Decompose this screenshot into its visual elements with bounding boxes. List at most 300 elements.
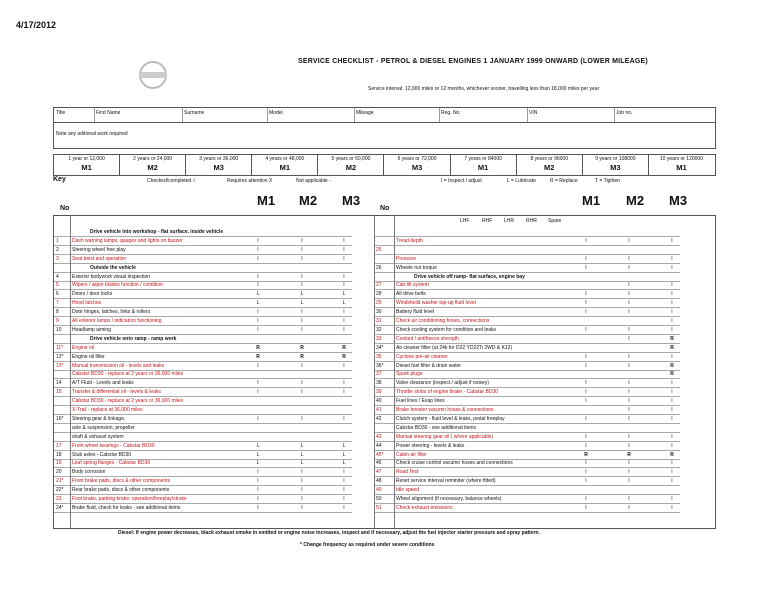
service-mark-m3[interactable]: I bbox=[671, 442, 673, 449]
section-heading: Outside the vehicle bbox=[90, 264, 136, 271]
service-mark-m3[interactable]: R bbox=[670, 371, 674, 378]
service-mark-m2[interactable]: R bbox=[627, 451, 631, 458]
service-mark-m2[interactable]: I bbox=[301, 504, 303, 511]
checklist-item-label: Fuel lines / Evap lines bbox=[396, 398, 445, 405]
right-m3-head: M3 bbox=[669, 193, 688, 208]
item-number: 39 bbox=[376, 389, 382, 396]
note-label: Note any aditional work required bbox=[56, 131, 128, 137]
item-number: 14 bbox=[56, 380, 62, 387]
service-mark-m2[interactable]: I bbox=[628, 415, 630, 422]
service-mark-m1[interactable]: I bbox=[257, 415, 259, 422]
service-mark-m1[interactable]: I bbox=[585, 389, 587, 396]
service-mark-m2[interactable]: I bbox=[628, 237, 630, 244]
service-mark-m3[interactable]: I bbox=[343, 496, 345, 502]
checklist-item-label: Cabstar BD30 - replace at 2 years or 36,000 miles bbox=[72, 371, 184, 378]
service-mark-m3[interactable]: I bbox=[671, 282, 673, 289]
service-mark-m1[interactable]: I bbox=[257, 282, 259, 289]
service-mark-m3[interactable]: I bbox=[343, 309, 345, 316]
service-mark-m1[interactable]: I bbox=[257, 246, 259, 253]
additional-work-box[interactable] bbox=[53, 122, 716, 149]
service-mark-m2[interactable]: I bbox=[628, 442, 630, 449]
service-mark-m1[interactable]: R bbox=[256, 353, 260, 360]
service-mark-m2[interactable]: L bbox=[300, 291, 304, 298]
column-divider bbox=[394, 216, 395, 528]
service-mark-m3[interactable]: R bbox=[670, 451, 674, 458]
row-divider bbox=[374, 245, 680, 246]
service-mark-m2[interactable]: I bbox=[301, 469, 303, 476]
item-number: 36* bbox=[376, 362, 384, 369]
service-mark-m3[interactable]: I bbox=[343, 282, 345, 289]
service-mark-m2[interactable]: I bbox=[628, 398, 630, 405]
item-number: 51 bbox=[376, 504, 382, 511]
header-field-vin[interactable]: VIN bbox=[529, 110, 538, 116]
service-mark-m1[interactable]: L bbox=[256, 451, 260, 458]
service-mark-m1[interactable]: R bbox=[584, 451, 588, 458]
item-number: 4 bbox=[56, 273, 59, 280]
item-number: 37 bbox=[376, 371, 382, 378]
header-divider bbox=[267, 108, 268, 122]
service-mark-m2[interactable]: I bbox=[628, 362, 630, 369]
checklist-item-label: Hood latches bbox=[72, 300, 102, 307]
interval-service-code: M3 bbox=[213, 163, 224, 172]
diesel-footer: Diesel: If engine power decreases, black exhaust smoke in emitted or engine noise increases, inspect and if necessary, adjust the fuel injector starter pressure and spray pattern. bbox=[118, 530, 541, 536]
service-mark-m3[interactable]: I bbox=[671, 398, 673, 405]
header-divider bbox=[439, 108, 440, 122]
header-field-job-no[interactable]: Job no. bbox=[616, 110, 633, 116]
interval-cell bbox=[385, 155, 451, 175]
checklist-item-label: Dash warning lamps, gauges and lights on buzzer bbox=[72, 237, 183, 244]
service-mark-m2[interactable]: I bbox=[301, 282, 303, 289]
service-mark-m2[interactable]: I bbox=[628, 353, 630, 360]
interval-period: 2 years or 24,000 bbox=[133, 156, 173, 162]
service-mark-m2[interactable]: I bbox=[301, 237, 303, 244]
checklist-item-label: Check cooling system for condition and leaks bbox=[396, 326, 497, 333]
item-number: 21* bbox=[56, 478, 64, 485]
interval-cell bbox=[318, 155, 384, 175]
service-mark-m3[interactable]: I bbox=[343, 362, 345, 369]
header-divider bbox=[354, 108, 355, 122]
item-number: 35 bbox=[376, 353, 382, 360]
checklist-item-label: Steering gear & linkage, bbox=[72, 415, 126, 422]
service-mark-m1[interactable]: L bbox=[256, 460, 260, 467]
service-mark-m2[interactable]: I bbox=[628, 255, 630, 262]
item-number: 24* bbox=[56, 504, 64, 511]
service-mark-m1[interactable]: I bbox=[585, 433, 587, 440]
service-mark-m1[interactable]: I bbox=[585, 309, 587, 316]
service-mark-m3[interactable]: I bbox=[343, 469, 345, 476]
page-title: SERVICE CHECKLIST - PETROL & DIESEL ENGINES 1 JANUARY 1999 ONWARD (LOWER MILEAGE) bbox=[298, 58, 648, 65]
service-mark-m1[interactable]: I bbox=[257, 273, 259, 280]
header-field-mileage[interactable]: Mileage bbox=[356, 110, 374, 116]
interval-period: 10 years or 120000 bbox=[659, 156, 703, 162]
item-number: 40 bbox=[376, 398, 382, 405]
service-mark-m1[interactable]: I bbox=[585, 255, 587, 262]
interval-cell bbox=[54, 155, 120, 175]
key-attention: Requires attention X bbox=[227, 178, 273, 184]
service-mark-m2[interactable]: I bbox=[301, 496, 303, 502]
service-mark-m3[interactable]: I bbox=[671, 309, 673, 316]
service-mark-m2[interactable]: I bbox=[628, 460, 630, 467]
service-mark-m3[interactable]: I bbox=[671, 407, 673, 413]
service-mark-m1[interactable]: I bbox=[257, 362, 259, 369]
interval-cell bbox=[451, 155, 517, 175]
item-number: 48 bbox=[376, 478, 382, 485]
interval-cell bbox=[252, 155, 318, 175]
checklist-item-label: Engine oil bbox=[72, 344, 94, 351]
service-mark-m3[interactable]: R bbox=[670, 335, 674, 342]
service-mark-m1[interactable]: I bbox=[585, 442, 587, 449]
service-mark-m1[interactable]: I bbox=[585, 300, 587, 307]
checklist-item-label: Cyclone pre-air cleaner bbox=[396, 353, 448, 360]
interval-period: 3 years or 36,000 bbox=[199, 156, 239, 162]
interval-service-code: M2 bbox=[345, 163, 357, 172]
service-mark-m3[interactable]: I bbox=[343, 380, 345, 387]
service-mark-m3[interactable]: L bbox=[342, 451, 346, 458]
service-mark-m3[interactable]: I bbox=[671, 264, 673, 271]
interval-period: 9 years or 108000 bbox=[595, 156, 636, 162]
service-mark-m1[interactable]: I bbox=[257, 478, 259, 485]
service-mark-m2[interactable]: I bbox=[301, 487, 303, 494]
service-mark-m2[interactable]: I bbox=[628, 300, 630, 307]
checklist-item-label: Throttle stobs of engine brake - Cabstar BD30 bbox=[396, 389, 498, 396]
service-mark-m3[interactable]: I bbox=[671, 318, 673, 324]
service-mark-m1[interactable]: I bbox=[585, 415, 587, 422]
item-number: 46 bbox=[376, 460, 382, 467]
interval-service-code: M1 bbox=[81, 163, 92, 172]
item-number: 13* bbox=[56, 362, 64, 369]
service-mark-m3[interactable]: I bbox=[671, 380, 673, 387]
header-field-reg-no[interactable]: Reg. No. bbox=[441, 110, 461, 116]
service-mark-m3[interactable]: I bbox=[671, 478, 673, 485]
checklist-item-label: Coolant / antifreeze strength bbox=[396, 335, 459, 342]
service-mark-m3[interactable]: R bbox=[670, 344, 674, 351]
service-mark-m2[interactable]: L bbox=[300, 460, 304, 467]
checklist-item-label: Manual steering gear oil ( where applicable) bbox=[396, 433, 493, 440]
service-mark-m1[interactable]: I bbox=[257, 487, 259, 494]
item-number: 18 bbox=[56, 451, 62, 458]
checklist-item-label: Steering wheel free play bbox=[72, 246, 126, 253]
item-number: 32 bbox=[376, 326, 382, 333]
checklist-item-label: Clutch system - fluid level & leaks, pedal freeplay bbox=[396, 415, 505, 422]
checklist-item-label: Wheele nut torque bbox=[396, 264, 437, 271]
service-mark-m1[interactable]: I bbox=[257, 255, 259, 262]
service-mark-m2[interactable]: I bbox=[301, 380, 303, 387]
service-mark-m2[interactable]: I bbox=[628, 309, 630, 316]
item-number: 44 bbox=[376, 442, 382, 449]
service-mark-m3[interactable]: I bbox=[343, 415, 345, 422]
service-mark-m1[interactable]: I bbox=[257, 496, 259, 502]
section-heading: Drive vehicle onto ramp - ramp work bbox=[90, 335, 177, 342]
key-tighten: T = Tighten bbox=[595, 178, 621, 184]
service-mark-m1[interactable]: I bbox=[585, 326, 587, 333]
service-mark-m3[interactable]: I bbox=[343, 318, 345, 324]
checklist-item-label: Wheel alignment (if necessary, balance wheels) bbox=[396, 496, 502, 502]
service-mark-m3[interactable]: I bbox=[671, 353, 673, 360]
service-mark-m2[interactable]: I bbox=[628, 282, 630, 289]
service-mark-m1[interactable]: I bbox=[585, 353, 587, 360]
checklist-item-label: Battery fluid level bbox=[396, 309, 435, 316]
header-field-model[interactable]: Model bbox=[269, 110, 283, 116]
service-mark-m3[interactable]: I bbox=[671, 496, 673, 502]
service-mark-m1[interactable]: I bbox=[257, 309, 259, 316]
header-field-title[interactable]: Title bbox=[56, 110, 66, 116]
checklist-item-label: Brake fluid, check for leaks - see additional items bbox=[72, 504, 181, 511]
service-mark-m3[interactable]: I bbox=[671, 433, 673, 440]
service-mark-m2[interactable]: I bbox=[628, 496, 630, 502]
item-number: 41 bbox=[376, 407, 382, 413]
service-mark-m1[interactable]: I bbox=[585, 478, 587, 485]
checklist-item-label: X-Trail - replace at 36,000 miles bbox=[72, 407, 143, 413]
service-mark-m1[interactable]: I bbox=[257, 237, 259, 244]
service-mark-m3[interactable]: I bbox=[671, 389, 673, 396]
service-mark-m2[interactable]: I bbox=[628, 264, 630, 271]
key-checked: Checked/completed √ bbox=[147, 178, 196, 184]
checklist-item-label: Cabstar BD30 - see additional items bbox=[396, 424, 477, 431]
checklist-item-label: Rear brake pads, discs & other components bbox=[72, 487, 170, 494]
service-mark-m1[interactable]: I bbox=[585, 264, 587, 271]
checklist-item-label: Manual transmission oil - levels and leaks bbox=[72, 362, 165, 369]
service-mark-m3[interactable]: I bbox=[343, 478, 345, 485]
checklist-item-label: Front wheel bearings - Cabstar BD30 bbox=[72, 442, 155, 449]
service-mark-m1[interactable]: I bbox=[257, 504, 259, 511]
service-mark-m3[interactable]: L bbox=[342, 291, 346, 298]
checklist-item-label: Cab tilt system bbox=[396, 282, 429, 289]
item-number: 5 bbox=[56, 282, 59, 289]
service-mark-m1[interactable]: I bbox=[257, 389, 259, 396]
interval-service-code: M1 bbox=[279, 163, 291, 172]
service-mark-m2[interactable]: I bbox=[628, 326, 630, 333]
service-mark-m1[interactable]: I bbox=[585, 496, 587, 502]
item-number: 22* bbox=[56, 487, 64, 494]
item-number: 2 bbox=[56, 246, 59, 253]
item-number: 43 bbox=[376, 433, 382, 440]
service-mark-m2[interactable]: L bbox=[300, 442, 304, 449]
checklist-item-label: Valve clearance (inspect / adjust if noisey) bbox=[396, 380, 490, 387]
item-number: 30 bbox=[376, 309, 382, 316]
checklist-item-label: Diesel fuel filter & drain water bbox=[396, 362, 462, 369]
tyre-head-rhf: RHF bbox=[482, 218, 493, 224]
key-inspect: I = Inspect / adjust bbox=[441, 178, 482, 184]
section-heading: Drive vehicle into workshop - flat surface, inside vehicle bbox=[90, 229, 224, 235]
checklist-item-label: Idle speed bbox=[396, 487, 420, 494]
service-mark-m2[interactable]: I bbox=[628, 380, 630, 387]
service-mark-m3[interactable]: I bbox=[671, 237, 673, 244]
header-divider bbox=[94, 108, 95, 122]
service-mark-m3[interactable]: I bbox=[343, 487, 345, 494]
service-mark-m1[interactable]: R bbox=[256, 344, 260, 351]
service-mark-m3[interactable]: I bbox=[671, 326, 673, 333]
service-mark-m1[interactable]: I bbox=[257, 326, 259, 333]
left-no-head: No bbox=[60, 205, 70, 212]
left-m2-head: M2 bbox=[299, 193, 318, 208]
service-mark-m1[interactable]: I bbox=[585, 362, 587, 369]
service-mark-m1[interactable]: I bbox=[585, 469, 587, 476]
right-m2-head: M2 bbox=[626, 193, 645, 208]
checklist-item-label: Door hinges, latches, links & rollers bbox=[72, 309, 151, 316]
interval-cell bbox=[649, 155, 714, 175]
service-mark-m3[interactable]: I bbox=[671, 504, 673, 511]
service-mark-m2[interactable]: I bbox=[301, 246, 303, 253]
service-mark-m2[interactable]: I bbox=[628, 478, 630, 485]
header-divider bbox=[527, 108, 528, 122]
checklist-item-label: Engine oil filter bbox=[72, 353, 105, 360]
item-number: 10 bbox=[56, 326, 62, 333]
column-divider bbox=[374, 216, 375, 528]
service-mark-m3[interactable]: R bbox=[670, 362, 674, 369]
row-divider bbox=[374, 512, 680, 513]
service-mark-m3[interactable]: I bbox=[671, 469, 673, 476]
checklist-item-label: Check exhaust emissions bbox=[396, 504, 453, 511]
checklist-item-label: Body corrosion bbox=[72, 469, 106, 476]
checklist-item-label: Pressure bbox=[396, 255, 417, 262]
interval-period: 4 years or 48,000 bbox=[265, 156, 305, 162]
item-number: 9 bbox=[56, 318, 59, 324]
service-mark-m3[interactable]: L bbox=[342, 460, 346, 467]
item-number: 6 bbox=[56, 291, 59, 298]
service-mark-m3[interactable]: I bbox=[671, 291, 673, 298]
service-mark-m3[interactable]: L bbox=[342, 442, 346, 449]
severe-conditions-footer: * Change frequency as required under severe conditions bbox=[300, 542, 435, 548]
service-mark-m3[interactable]: I bbox=[343, 246, 345, 253]
item-number: 31 bbox=[376, 318, 382, 324]
checklist-item-label: Check cruise control vacumn hoses and connections bbox=[396, 460, 513, 467]
service-mark-m3[interactable]: I bbox=[343, 326, 345, 333]
service-mark-m2[interactable]: I bbox=[628, 407, 630, 413]
interval-cell bbox=[120, 155, 186, 175]
checklist-item-label: Leaf spring flanges - Cabstar BD30 bbox=[72, 460, 151, 467]
header-divider bbox=[614, 108, 615, 122]
service-mark-m3[interactable]: I bbox=[343, 255, 345, 262]
service-mark-m2[interactable]: R bbox=[300, 344, 304, 351]
service-mark-m3[interactable]: I bbox=[343, 273, 345, 280]
item-number: 25 bbox=[376, 246, 382, 253]
item-number: 11* bbox=[56, 344, 64, 351]
service-mark-m2[interactable]: L bbox=[300, 451, 304, 458]
checklist-item-label: Air cleaner filter (at 24k for D22 YD22Ti 2WD & K12) bbox=[396, 344, 513, 351]
item-number: 29 bbox=[376, 300, 382, 307]
header-field-first-name[interactable]: First Name bbox=[96, 110, 121, 116]
service-mark-m3[interactable]: I bbox=[671, 460, 673, 467]
checklist-grid bbox=[53, 215, 716, 529]
key-na: Not applicable - bbox=[296, 178, 331, 184]
key-replace: R = Replace bbox=[550, 178, 578, 184]
customer-header-row bbox=[53, 107, 716, 123]
service-mark-m3[interactable]: I bbox=[343, 237, 345, 244]
interval-service-code: M3 bbox=[411, 163, 423, 172]
service-mark-m2[interactable]: I bbox=[301, 273, 303, 280]
checklist-item-label: Doors / door locks bbox=[72, 291, 113, 298]
checklist-item-label: Headlamp aiming bbox=[72, 326, 111, 333]
service-mark-m3[interactable]: I bbox=[671, 300, 673, 307]
interval-period: 6 years or 72,000 bbox=[397, 156, 437, 162]
key-lubricate: L = Lubricate bbox=[507, 178, 536, 184]
tyre-head-spare: Spare bbox=[548, 218, 562, 224]
interval-service-code: M3 bbox=[610, 163, 621, 172]
service-mark-m2[interactable]: I bbox=[301, 255, 303, 262]
checklist-item-label: Cabin air filter bbox=[396, 451, 427, 458]
checklist-item-label: All exterior lamps / indicators functioning bbox=[72, 318, 162, 324]
service-mark-m2[interactable]: I bbox=[301, 478, 303, 485]
checklist-item-label: Front brake pads, discs & other components bbox=[72, 478, 171, 485]
checklist-item-label: Seat beist and operation bbox=[72, 255, 127, 262]
service-mark-m3[interactable]: I bbox=[671, 255, 673, 262]
service-mark-m1[interactable]: I bbox=[585, 291, 587, 298]
service-mark-m1[interactable]: I bbox=[257, 318, 259, 324]
interval-service-code: M1 bbox=[676, 163, 687, 172]
service-mark-m3[interactable]: I bbox=[671, 415, 673, 422]
service-mark-m1[interactable]: L bbox=[256, 442, 260, 449]
service-mark-m2[interactable]: I bbox=[628, 389, 630, 396]
service-mark-m2[interactable]: I bbox=[628, 335, 630, 342]
service-mark-m1[interactable]: L bbox=[256, 291, 260, 298]
service-interval-note: Service interval: 12,000 miles or 12 months, whichever sooner, travelling less than 18,000 miles per year bbox=[368, 86, 600, 92]
item-number: 33 bbox=[376, 335, 382, 342]
item-number: 19 bbox=[56, 460, 62, 467]
checklist-item-label: A/T Fluid - Levels and leaks bbox=[72, 380, 134, 387]
item-number: 16* bbox=[56, 415, 64, 422]
service-mark-m2[interactable]: I bbox=[301, 318, 303, 324]
service-mark-m2[interactable]: I bbox=[628, 433, 630, 440]
interval-service-code: M2 bbox=[147, 163, 158, 172]
service-mark-m1[interactable]: I bbox=[585, 460, 587, 467]
service-mark-m2[interactable]: I bbox=[301, 389, 303, 396]
checklist-item-label: Cabstar BD30 - replace at 2 years or 36,000 miles bbox=[72, 398, 184, 405]
service-mark-m2[interactable]: I bbox=[301, 362, 303, 369]
left-m1-head: M1 bbox=[257, 193, 276, 208]
checklist-item-label: Exterior bodywork visual inspection bbox=[72, 273, 151, 280]
checklist-item-label: Power steering - levels & leaks bbox=[396, 442, 465, 449]
service-mark-m1[interactable]: I bbox=[257, 469, 259, 476]
service-mark-m2[interactable]: I bbox=[628, 469, 630, 476]
service-mark-m1[interactable]: I bbox=[585, 504, 587, 511]
service-mark-m2[interactable]: I bbox=[628, 291, 630, 298]
item-number: 27 bbox=[376, 282, 382, 289]
checklist-item-label: Stub axles - Cabstar BD30 bbox=[72, 451, 132, 458]
service-mark-m2[interactable]: I bbox=[301, 326, 303, 333]
service-mark-m3[interactable]: R bbox=[342, 353, 346, 360]
service-mark-m2[interactable]: I bbox=[628, 504, 630, 511]
service-mark-m2[interactable]: R bbox=[300, 353, 304, 360]
service-mark-m2[interactable]: I bbox=[301, 309, 303, 316]
service-mark-m1[interactable]: I bbox=[257, 380, 259, 387]
service-mark-m1[interactable]: I bbox=[585, 237, 587, 244]
item-number: 1 bbox=[56, 237, 59, 244]
service-mark-m2[interactable]: I bbox=[301, 415, 303, 422]
interval-period: 8 years or 96000 bbox=[530, 156, 568, 162]
service-mark-m1[interactable]: L bbox=[256, 300, 260, 307]
nissan-logo-icon bbox=[138, 60, 168, 90]
service-mark-m3[interactable]: I bbox=[343, 389, 345, 396]
header-field-surname[interactable]: Surname bbox=[184, 110, 205, 116]
service-mark-m2[interactable]: L bbox=[300, 300, 304, 307]
interval-cell bbox=[583, 155, 649, 175]
service-mark-m3[interactable]: R bbox=[342, 344, 346, 351]
item-number: 7 bbox=[56, 300, 59, 307]
service-mark-m1[interactable]: I bbox=[585, 380, 587, 387]
service-mark-m3[interactable]: I bbox=[343, 504, 345, 511]
item-number: 50 bbox=[376, 496, 382, 502]
checklist-item-label: Tread depth bbox=[396, 237, 423, 244]
tyre-head-lhf: LHF bbox=[460, 218, 470, 224]
checklist-item-label: Foot brake, parking brake: operation/freeplay/stroke bbox=[72, 496, 187, 502]
service-mark-m3[interactable]: L bbox=[342, 300, 346, 307]
item-number: 17 bbox=[56, 442, 62, 449]
item-number: 3 bbox=[56, 255, 59, 262]
key-legend bbox=[53, 176, 714, 186]
item-number: 26 bbox=[376, 264, 382, 271]
service-mark-m1[interactable]: I bbox=[585, 398, 587, 405]
checklist-item-label: Check air conditioning hoses, connections bbox=[396, 318, 490, 324]
